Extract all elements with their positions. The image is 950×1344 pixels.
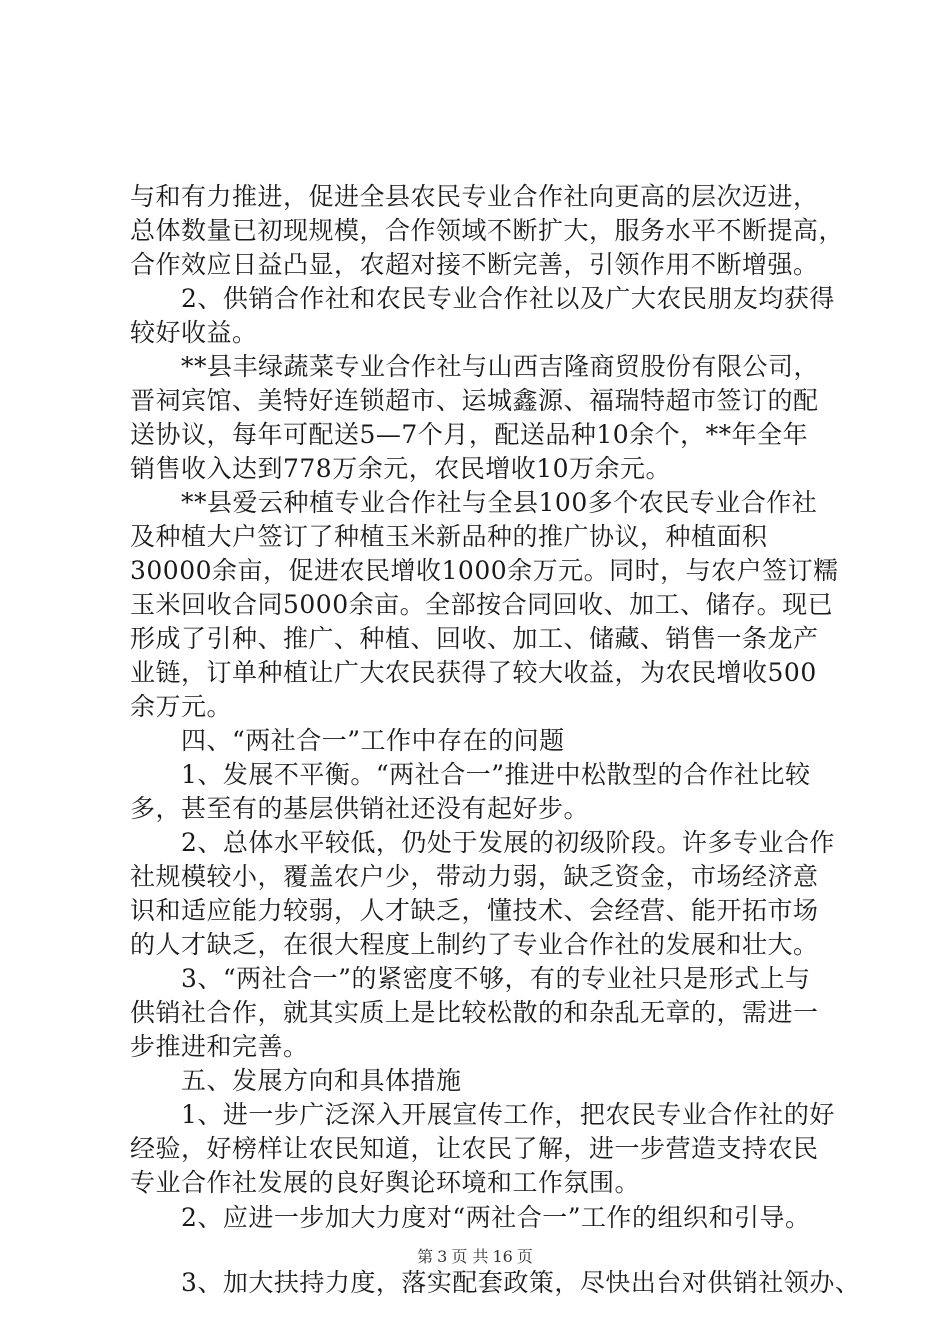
section-heading: 四、“两社合一”工作中存在的问题 <box>130 726 565 755</box>
text-line: 业链，订单种植让广大农民获得了较大收益，为农民增收500 <box>130 658 817 687</box>
page-footer <box>0 1244 950 1267</box>
text-line: 2、应进一步加大力度对“两社合一”工作的组织和引导。 <box>130 1203 811 1232</box>
text-line: 玉米回收合同5000余亩。全部按合同回收、加工、储存。现已 <box>130 590 834 619</box>
text-line: 送协议，每年可配送5—7个月，配送品种10余个，**年全年 <box>130 420 809 449</box>
text-line: 1、发展不平衡。“两社合一”推进中松散型的合作社比较 <box>130 760 811 789</box>
text-line: 较好收益。 <box>130 318 258 347</box>
text-line: 2、总体水平较低，仍处于发展的初级阶段。许多专业合作 <box>130 828 835 857</box>
text-line: 2、供销合作社和农民专业合作社以及广大农民朋友均获得 <box>130 284 835 313</box>
text-line: 30000余亩，促进农民增收1000余万元。同时，与农户签订糯 <box>130 556 839 585</box>
text-line: 3、“两社合一”的紧密度不够，有的专业社只是形式上与 <box>130 964 811 993</box>
text-line: 专业合作社发展的良好舆论环境和工作氛围。 <box>130 1168 641 1197</box>
page-number: 3 <box>437 1247 448 1266</box>
text-line: **县爱云种植专业合作社与全县100多个农民专业合作社 <box>130 488 818 517</box>
text-line: 3、加大扶持力度，落实配套政策，尽快出台对供销社领办、 <box>130 1268 861 1297</box>
text-line: 及种植大户签订了种植玉米新品种的推广协议，种植面积 <box>130 522 768 551</box>
section-heading: 五、发展方向和具体措施 <box>130 1066 462 1095</box>
page-prefix: 第 <box>417 1247 434 1266</box>
text-line: 与和有力推进，促进全县农民专业合作社向更高的层次迈进， <box>130 182 819 211</box>
text-line: 步推进和完善。 <box>130 1032 309 1061</box>
text-line: 余万元。 <box>130 692 233 721</box>
text-line: 1、进一步广泛深入开展宣传工作，把农民专业合作社的好 <box>130 1100 835 1129</box>
page-suffix: 页 <box>516 1247 533 1266</box>
text-line: **县丰绿蔬菜专业合作社与山西吉隆商贸股份有限公司， <box>130 352 820 381</box>
text-line: 形成了引种、推广、种植、回收、加工、储藏、销售一条龙产 <box>130 624 819 653</box>
text-line: 多，甚至有的基层供销社还没有起好步。 <box>130 794 590 823</box>
text-line: 供销社合作，就其实质上是比较松散的和杂乱无章的，需进一 <box>130 998 819 1027</box>
text-line: 经验，好榜样让农民知道，让农民了解，进一步营造支持农民 <box>130 1134 819 1163</box>
text-line: 总体数量已初现规模，合作领域不断扩大，服务水平不断提高， <box>130 216 845 245</box>
text-line: 的人才缺乏，在很大程度上制约了专业合作社的发展和壮大。 <box>130 930 819 959</box>
text-line: 识和适应能力较弱，人才缺乏，懂技术、会经营、能开拓市场 <box>130 896 819 925</box>
text-line: 晋祠宾馆、美特好连锁超市、运城鑫源、福瑞特超市签订的配 <box>130 386 819 415</box>
text-line: 社规模较小，覆盖农户少，带动力弱，缺乏资金，市场经济意 <box>130 862 819 891</box>
page-mid: 页 共 <box>451 1247 489 1266</box>
total-pages: 16 <box>492 1247 513 1266</box>
text-line: 合作效应日益凸显，农超对接不断完善，引领作用不断增强。 <box>130 250 819 279</box>
text-line: 销售收入达到778万余元，农民增收10万余元。 <box>130 454 672 483</box>
